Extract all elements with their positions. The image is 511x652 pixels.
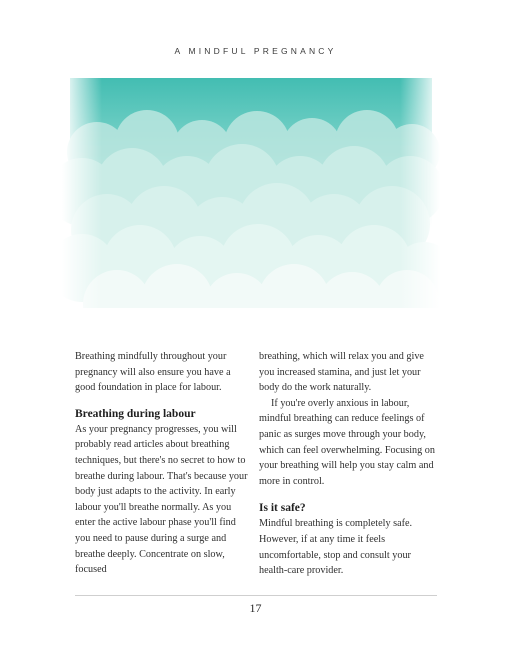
anxiety-paragraph: If you're overly anxious in labour, mindful breathing can reduce feelings of panic as surges move through your body, which can feel overwhelming. Focusing on your breathing will help you stay calm and more in control. [259, 397, 435, 487]
heading-breathing-during-labour: Breathing during labour [75, 407, 196, 420]
intro-paragraph: Breathing mindfully throughout your pregnancy will also ensure you have a good foundation in place for labour. [75, 351, 231, 394]
right-column [259, 349, 437, 579]
safety-paragraph: Mindful breathing is completely safe. However, if at any time it feels uncomfortable, stop and consult your health-care provider. [259, 518, 413, 577]
continuation-paragraph: breathing, which will relax you and give you increased stamina, and just let your body do the work naturally. [259, 351, 424, 394]
heading-is-it-safe: Is it safe? [259, 502, 306, 515]
body-columns [75, 349, 437, 579]
running-header: A MINDFUL PREGNANCY [174, 46, 337, 56]
labour-paragraph: As your pregnancy progresses, you will probably read articles about breathing techniques, but there's no secret to how to breathe during labour. That's because your body just adapts to the activity. In early labour you'll breathe normally. As you enter the active labour phase you'll find you need to pause during a surge and breathe deeply. Concentrate on slow, focused [75, 423, 248, 576]
left-column [75, 349, 253, 579]
clouds-image [62, 72, 440, 320]
footer-rule [75, 595, 437, 596]
clouds-illustration [62, 72, 440, 320]
page-number: 17 [249, 601, 262, 615]
